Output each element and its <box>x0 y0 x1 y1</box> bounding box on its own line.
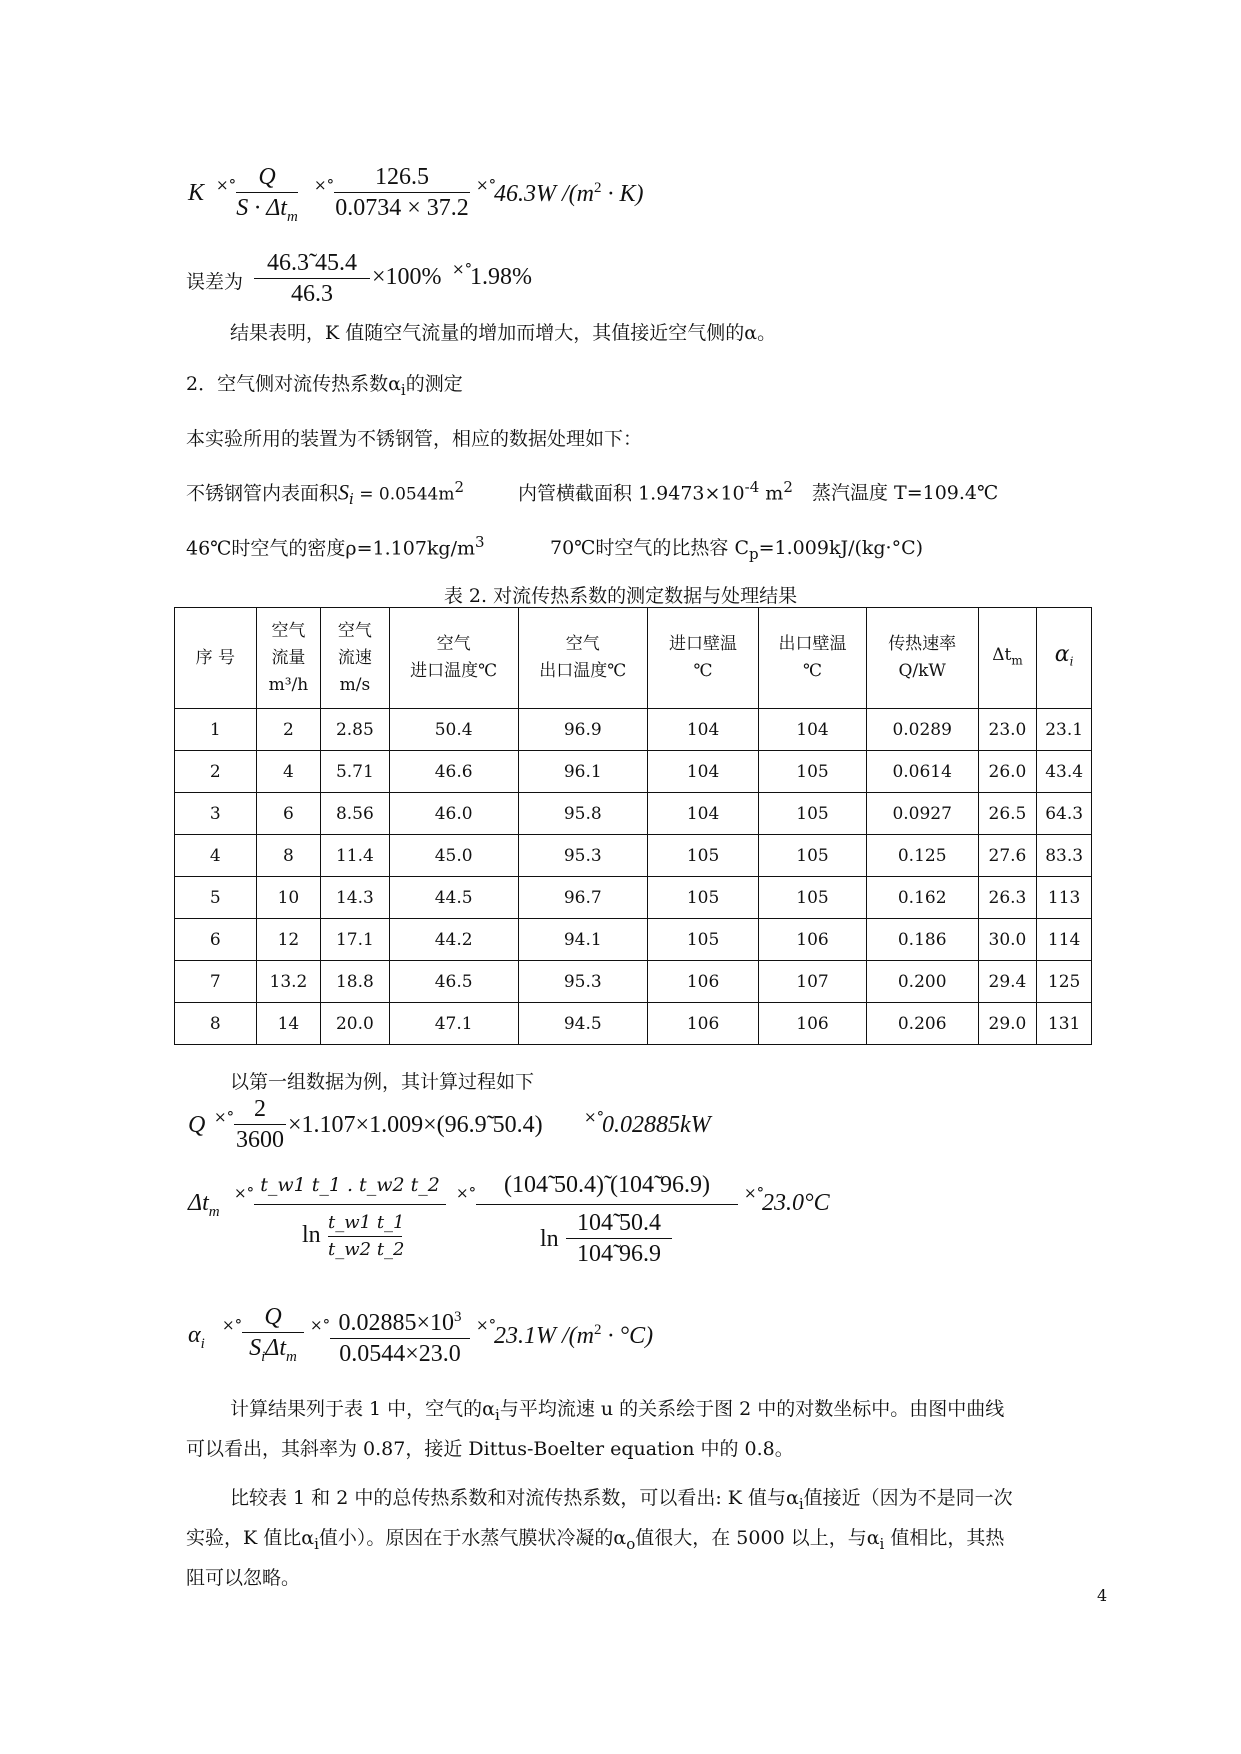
table-cell: 20.0 <box>321 1003 389 1045</box>
table-cell: 3 <box>175 793 257 835</box>
dt-bar2 <box>476 1204 738 1205</box>
table-header-cell: 序 号 <box>175 608 257 709</box>
formula-k-sym1: ×° <box>216 176 237 194</box>
table-cell: 104 <box>647 793 758 835</box>
table-cell: 2.85 <box>321 709 389 751</box>
formula-k-sym3: ×° <box>476 176 497 194</box>
conclusion-p4-line3: 阻可以忽略。 <box>186 1567 301 1589</box>
dt-den1-ln: ln <box>302 1222 321 1248</box>
table-cell: 13.2 <box>256 961 321 1003</box>
dt-num2: (104̃ 50.4)̃ (104̃ 96.9) <box>504 1172 710 1198</box>
table-cell: 14.3 <box>321 877 389 919</box>
paragraph-device: 本实验所用的装置为不锈钢管，相应的数据处理如下： <box>186 428 643 450</box>
formula-k-den1: S · Δt <box>236 195 287 221</box>
table-cell: 44.2 <box>389 919 518 961</box>
dt-den2-frac: 104̃ 50.4 104̃ 96.9 <box>566 1208 672 1269</box>
table-cell: 46.5 <box>389 961 518 1003</box>
formula-k-frac1 <box>236 162 298 232</box>
formula-k-sym2: ×° <box>314 176 335 194</box>
table-cell: 6 <box>256 793 321 835</box>
table-cell: 104 <box>647 751 758 793</box>
table-cell: 107 <box>759 961 866 1003</box>
table-cell: 46.0 <box>389 793 518 835</box>
table-cell: 64.3 <box>1037 793 1092 835</box>
error-num: 46.3̃ 45.4 <box>267 250 357 276</box>
table-header-cell: 传热速率 Q/kW <box>866 608 978 709</box>
table-cell: 26.3 <box>978 877 1037 919</box>
param-air-cp: 70℃时空气的比热容 $C_p=1.009kJ/(kg\cdot^\circ C)$ <box>550 537 924 563</box>
q-tail: ×1.107×1.009×(96.9̃ 50.4) <box>288 1112 543 1138</box>
table-cell: 26.0 <box>978 751 1037 793</box>
table-cell: 83.3 <box>1037 835 1092 877</box>
table-cell: 47.1 <box>389 1003 518 1045</box>
formula-k-num2: 126.5 <box>375 164 429 190</box>
table-row <box>175 709 1092 751</box>
table-cell: 43.4 <box>1037 751 1092 793</box>
error-result: 1.98% <box>470 264 532 290</box>
table-cell: 95.3 <box>518 835 647 877</box>
table-cell: 95.3 <box>518 961 647 1003</box>
table-cell: 105 <box>647 835 758 877</box>
conclusion-p4-line2: 实验，K 值比$\alpha_i$值小）。原因在于水蒸气膜状冷凝的$\alpha_o$值很大，在 5000 以上，与$\alpha_i$ 值相比，其热 <box>186 1527 1005 1553</box>
table-cell: 4 <box>256 751 321 793</box>
dt-sym3: ×° <box>744 1184 765 1202</box>
table-cell: 23.0 <box>978 709 1037 751</box>
table-cell: 94.5 <box>518 1003 647 1045</box>
table-cell: 17.1 <box>321 919 389 961</box>
param-cross-section-area: 内管横截面积 $1.9473\times 10^{-4}$ $m^2$ <box>518 478 793 505</box>
table-cell: 94.1 <box>518 919 647 961</box>
table-cell: 0.162 <box>866 877 978 919</box>
table-cell: 6 <box>175 919 257 961</box>
table-header-cell: 空气 流速 m/s <box>321 608 389 709</box>
alpha-sym1: ×° <box>222 1316 243 1334</box>
table-cell: 7 <box>175 961 257 1003</box>
alpha-result: 23.1W $/(m^2 \cdot ^\circ C)$ <box>494 1322 654 1349</box>
table-cell: 96.1 <box>518 751 647 793</box>
table-cell: 10 <box>256 877 321 919</box>
error-den: 46.3 <box>291 281 333 307</box>
table-cell: 14 <box>256 1003 321 1045</box>
table-cell: 105 <box>759 793 866 835</box>
table-cell: 5 <box>175 877 257 919</box>
dt-result: 23.0°C <box>762 1190 830 1216</box>
q-lhs: Q <box>188 1112 206 1138</box>
table-cell: 0.186 <box>866 919 978 961</box>
table-cell: 1 <box>175 709 257 751</box>
table-cell: 8.56 <box>321 793 389 835</box>
param-inner-surface-area: 不锈钢管内表面积$S_i = 0.0544m^2$ <box>186 478 465 509</box>
table-cell: 0.125 <box>866 835 978 877</box>
table-row <box>175 961 1092 1003</box>
formula-k-result: 46.3W $/(m^2 \cdot K)$ <box>494 180 644 207</box>
formula-k-frac2 <box>334 162 470 223</box>
formula-k-den1-sub: m <box>286 208 298 225</box>
q-result: 0.02885kW <box>602 1112 711 1138</box>
table-row <box>175 919 1092 961</box>
table-cell: 50.4 <box>389 709 518 751</box>
table-row <box>175 793 1092 835</box>
formula-k-num1: Q <box>258 164 276 190</box>
dt-sym1: ×° <box>234 1184 255 1202</box>
table-cell: 106 <box>759 1003 866 1045</box>
table-cell: 113 <box>1037 877 1092 919</box>
table-cell: 29.4 <box>978 961 1037 1003</box>
formula-k-lhs: K <box>188 180 205 206</box>
table-header-cell: 进口壁温 ℃ <box>647 608 758 709</box>
table-cell: 27.6 <box>978 835 1037 877</box>
q-num: 2 <box>254 1096 266 1122</box>
dt-den1-frac: t_w1 t_1 t_w2 t_2 <box>328 1210 402 1263</box>
table-caption: 表 2. 对流传热系数的测定数据与处理结果 <box>443 585 798 607</box>
section-2-heading: 2．空气侧对流传热系数$\alpha_i$的测定 <box>186 373 463 399</box>
table-cell: 26.5 <box>978 793 1037 835</box>
table-cell: 2 <box>256 709 321 751</box>
table-cell: 23.1 <box>1037 709 1092 751</box>
conclusion-p3-line1: 计算结果列于表 1 中，空气的$\alpha_i$与平均流速 u 的关系绘于图 2 中的对数坐标中。由图中曲线 <box>230 1398 1005 1424</box>
table-cell: 105 <box>647 877 758 919</box>
table-header-row <box>175 608 1092 709</box>
table-row <box>175 1003 1092 1045</box>
table-cell: 8 <box>175 1003 257 1045</box>
param-steam-temperature: 蒸汽温度 T=109.4℃ <box>812 482 999 504</box>
table-cell: 12 <box>256 919 321 961</box>
table-cell: 96.7 <box>518 877 647 919</box>
table-cell: 18.8 <box>321 961 389 1003</box>
conclusion-p3-line2: 可以看出，其斜率为 0.87，接近 Dittus-Boelter equation 中的 0.8。 <box>186 1438 794 1460</box>
q-sym2: ×° <box>584 1108 605 1126</box>
table-row <box>175 835 1092 877</box>
alpha-sym3: ×° <box>476 1316 497 1334</box>
table-cell: 11.4 <box>321 835 389 877</box>
table-cell: 104 <box>647 709 758 751</box>
table-row <box>175 877 1092 919</box>
table-cell: 45.0 <box>389 835 518 877</box>
table-cell: 8 <box>256 835 321 877</box>
q-frac <box>234 1094 286 1155</box>
table-cell: 106 <box>759 919 866 961</box>
error-frac <box>254 248 370 309</box>
table-cell: 105 <box>759 835 866 877</box>
table-cell: 125 <box>1037 961 1092 1003</box>
error-tail: ×100% <box>372 264 442 290</box>
table-cell: 0.0289 <box>866 709 978 751</box>
table-cell: 2 <box>175 751 257 793</box>
table-cell: 95.8 <box>518 793 647 835</box>
dt-den2-ln: ln <box>540 1226 559 1252</box>
table-cell: 106 <box>647 961 758 1003</box>
table-header-cell: 空气 出口温度℃ <box>518 608 647 709</box>
q-sym1: ×° <box>214 1108 235 1126</box>
dt-num1: t_w1 t_1 . t_w2 t_2 <box>260 1174 440 1196</box>
table-cell: 105 <box>647 919 758 961</box>
table-header-cell: 空气 流量 m³/h <box>256 608 321 709</box>
table-cell: 44.5 <box>389 877 518 919</box>
table-cell: 4 <box>175 835 257 877</box>
dt-sym2: ×° <box>456 1184 477 1202</box>
error-label: 误差为 <box>186 271 244 293</box>
paragraph-result: 结果表明，K 值随空气流量的增加而增大，其值接近空气侧的α。 <box>230 322 777 344</box>
table-cell: 104 <box>759 709 866 751</box>
error-sym: ×° <box>452 260 473 278</box>
page-number: 4 <box>1097 1586 1108 1605</box>
table-cell: 0.206 <box>866 1003 978 1045</box>
table-cell: 0.0614 <box>866 751 978 793</box>
param-air-density: 46℃时空气的密度$\rho=1.107kg/m^3$ <box>186 533 485 560</box>
table-cell: 0.200 <box>866 961 978 1003</box>
table-header-cell: $\Delta t_m$ <box>978 608 1037 709</box>
table-cell: 106 <box>647 1003 758 1045</box>
table-cell: 105 <box>759 877 866 919</box>
alpha-sym2: ×° <box>310 1316 331 1334</box>
table-cell: 105 <box>759 751 866 793</box>
formula-k-den2: 0.0734 × 37.2 <box>335 195 469 221</box>
table-header-cell: $\alpha_i$ <box>1037 608 1092 709</box>
table-cell: 29.0 <box>978 1003 1037 1045</box>
data-table <box>174 607 1092 1045</box>
q-den: 3600 <box>236 1127 284 1153</box>
dt-lhs: $\Delta t_m$ <box>188 1190 220 1220</box>
table-cell: 30.0 <box>978 919 1037 961</box>
table-header-cell: 出口壁温 ℃ <box>759 608 866 709</box>
table-cell: 131 <box>1037 1003 1092 1045</box>
conclusion-p4-line1: 比较表 1 和 2 中的总传热系数和对流传热系数，可以看出: K 值与$\alpha_i$值接近（因为不是同一次 <box>230 1487 1013 1513</box>
table-cell: 46.6 <box>389 751 518 793</box>
alpha-frac1: Q $S_i\Delta t_m$ <box>242 1302 304 1372</box>
table-cell: 96.9 <box>518 709 647 751</box>
table-cell: 5.71 <box>321 751 389 793</box>
table-row <box>175 751 1092 793</box>
table-header-cell: 空气 进口温度℃ <box>389 608 518 709</box>
table-cell: 114 <box>1037 919 1092 961</box>
alpha-lhs: $\alpha_i$ <box>188 1322 205 1352</box>
example-intro: 以第一组数据为例，其计算过程如下 <box>230 1071 535 1093</box>
table-cell: 0.0927 <box>866 793 978 835</box>
dt-bar1 <box>254 1204 446 1205</box>
alpha-frac2: $0.02885\times 10^3$ 0.0544×23.0 <box>330 1302 470 1369</box>
